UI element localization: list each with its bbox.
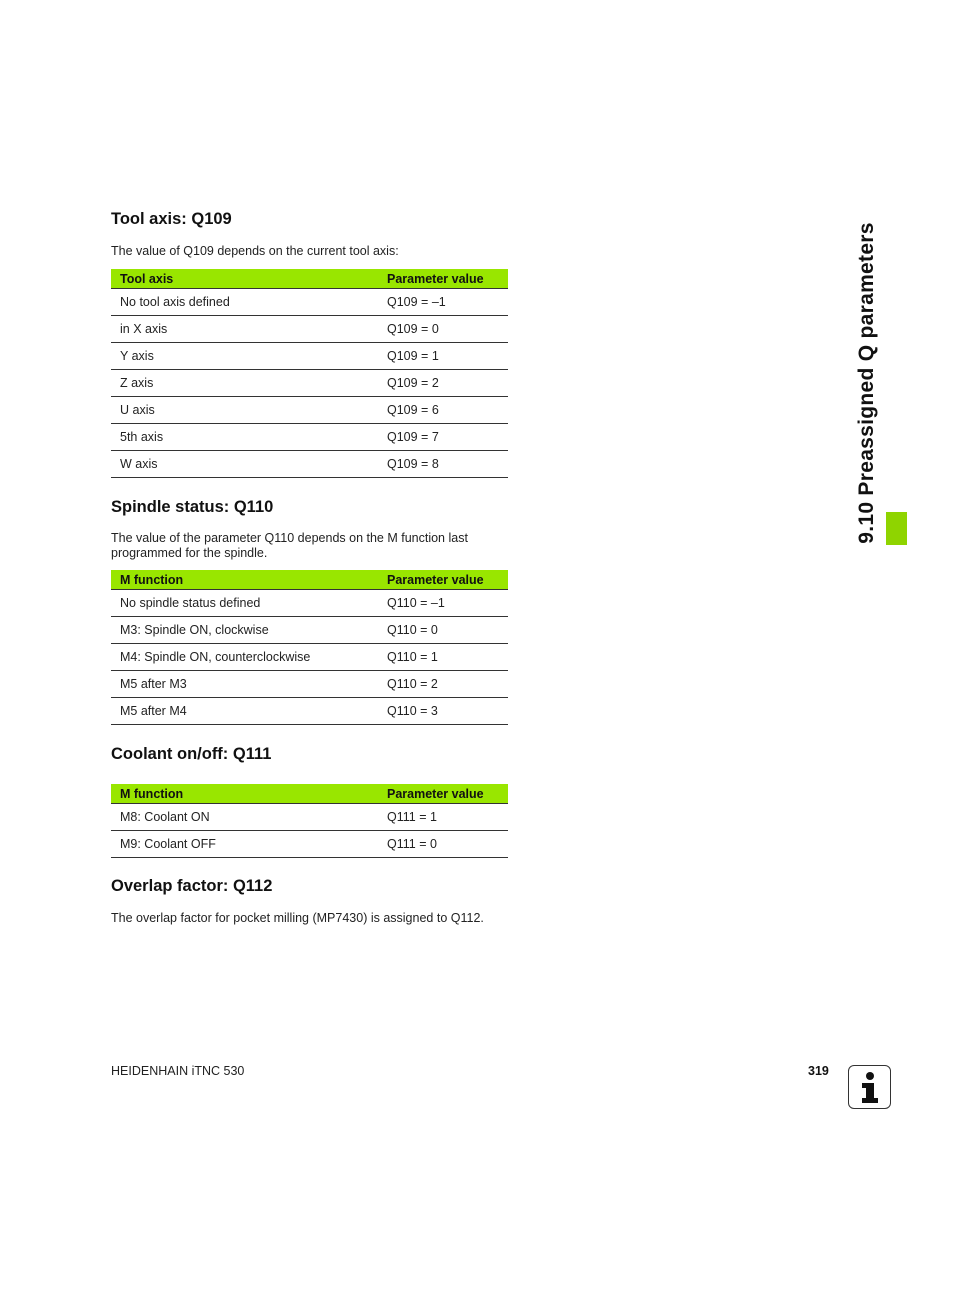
table-cell: Y axis — [111, 343, 378, 370]
chapter-title: 9.10 Preassigned Q parameters — [855, 222, 878, 544]
coolant-table — [111, 784, 508, 858]
table-cell: Q109 = 0 — [378, 316, 508, 343]
table-row — [111, 289, 508, 316]
table-cell: Q111 = 0 — [378, 831, 508, 858]
footer-title: HEIDENHAIN iTNC 530 — [111, 1064, 245, 1078]
table-cell: Q109 = –1 — [378, 289, 508, 316]
table-cell: 5th axis — [111, 424, 378, 451]
table-cell: Q109 = 7 — [378, 424, 508, 451]
table-row — [111, 644, 508, 671]
table-cell: M5 after M4 — [111, 698, 378, 725]
table-row — [111, 698, 508, 725]
table-row — [111, 424, 508, 451]
table-cell: Q109 = 6 — [378, 397, 508, 424]
table-cell: Q109 = 1 — [378, 343, 508, 370]
table-row — [111, 370, 508, 397]
table-header-row — [111, 784, 508, 804]
spindle-status-description: The value of the parameter Q110 depends on the M function last programmed for the spindle. — [111, 531, 468, 560]
heading-spindle-status: Spindle status: Q110 — [111, 498, 274, 516]
table-row — [111, 343, 508, 370]
heading-tool-axis: Tool axis: Q109 — [111, 210, 232, 228]
table-row — [111, 316, 508, 343]
table-row — [111, 617, 508, 644]
column-header: Tool axis — [111, 269, 378, 289]
column-header: Parameter value — [378, 784, 508, 804]
table-cell: M9: Coolant OFF — [111, 831, 378, 858]
table-cell: No tool axis defined — [111, 289, 378, 316]
info-icon — [848, 1065, 891, 1109]
table-cell: M3: Spindle ON, clockwise — [111, 617, 378, 644]
table-row — [111, 804, 508, 831]
heading-overlap: Overlap factor: Q112 — [111, 877, 273, 895]
chapter-tab-marker — [886, 512, 907, 545]
table-row — [111, 671, 508, 698]
column-header: M function — [111, 570, 378, 590]
column-header: Parameter value — [378, 570, 508, 590]
table-header-row — [111, 269, 508, 289]
overlap-description: The overlap factor for pocket milling (MP7430) is assigned to Q112. — [111, 911, 484, 925]
table-cell: Q109 = 8 — [378, 451, 508, 478]
column-header: Parameter value — [378, 269, 508, 289]
table-cell: Q111 = 1 — [378, 804, 508, 831]
table-cell: M4: Spindle ON, counterclockwise — [111, 644, 378, 671]
tool-axis-description: The value of Q109 depends on the current tool axis: — [111, 244, 399, 258]
table-cell: W axis — [111, 451, 378, 478]
table-header-row — [111, 570, 508, 590]
table-cell: Q110 = 1 — [378, 644, 508, 671]
table-cell: Q110 = 3 — [378, 698, 508, 725]
table-cell: Q109 = 2 — [378, 370, 508, 397]
table-cell: Q110 = 2 — [378, 671, 508, 698]
table-cell: No spindle status defined — [111, 590, 378, 617]
table-cell: U axis — [111, 397, 378, 424]
column-header: M function — [111, 784, 378, 804]
tool-axis-table — [111, 269, 508, 478]
page-number: 319 — [808, 1064, 829, 1078]
heading-coolant: Coolant on/off: Q111 — [111, 745, 272, 763]
table-cell: Q110 = –1 — [378, 590, 508, 617]
spindle-status-table — [111, 570, 508, 725]
table-cell: M5 after M3 — [111, 671, 378, 698]
table-cell: Z axis — [111, 370, 378, 397]
table-row — [111, 451, 508, 478]
table-cell: M8: Coolant ON — [111, 804, 378, 831]
table-cell: in X axis — [111, 316, 378, 343]
table-row — [111, 397, 508, 424]
table-row — [111, 590, 508, 617]
table-row — [111, 831, 508, 858]
table-cell: Q110 = 0 — [378, 617, 508, 644]
